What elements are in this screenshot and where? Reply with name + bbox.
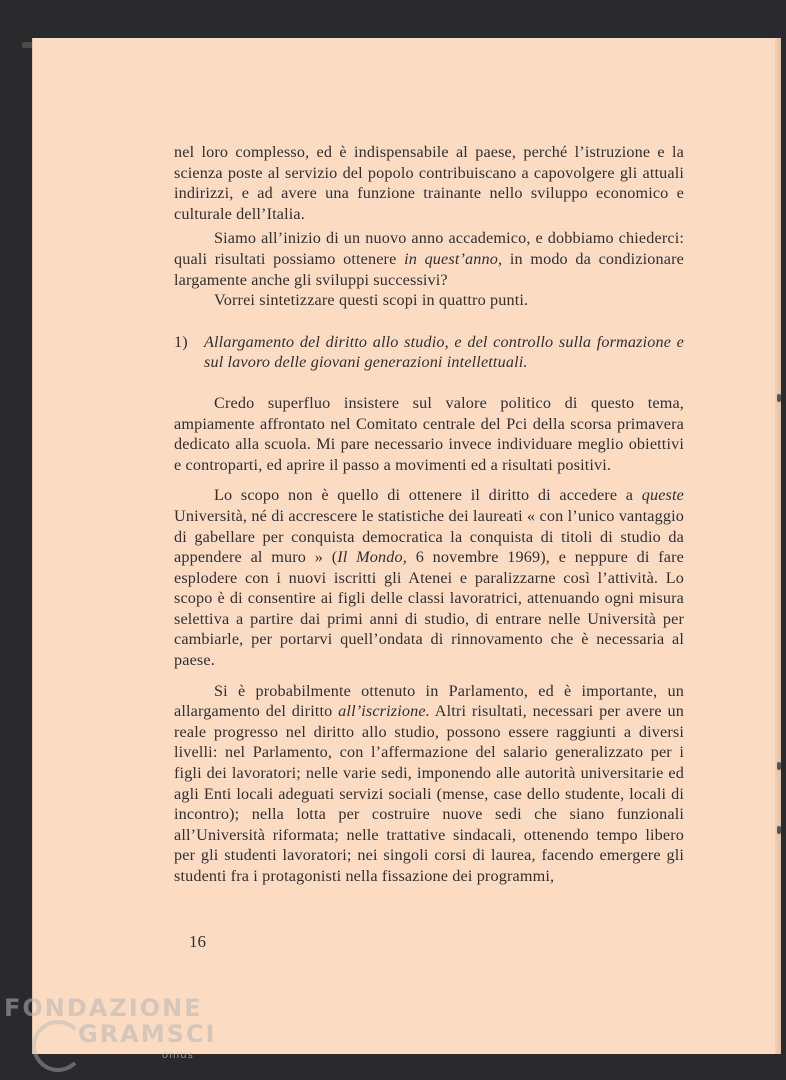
edge-mark (777, 762, 781, 770)
page-number: 16 (189, 932, 206, 951)
emphasis-text: queste (641, 486, 684, 505)
document-text (174, 142, 684, 887)
watermark-line2: GRAMSCI (78, 1020, 217, 1048)
section-title: Allargamento del diritto allo studio, e del controllo sulla formazione e sul lavoro delle giovani generazioni intellettuali. (204, 332, 684, 372)
text-span: Siamo all’inizio di un nuovo anno accademico, e dobbiamo chiederci: quali risultati possiamo ottenere (174, 229, 684, 268)
watermark-logo (0, 990, 220, 1070)
text-span: in modo da condizionare largamente anche gli sviluppi successivi? (174, 249, 684, 289)
emphasis-text: Il Mondo, (337, 548, 407, 567)
paragraph-question (174, 228, 684, 290)
body-paragraph-1: Credo superfluo insistere sul valore politico di questo tema, ampiamente affrontato nel Comitato centrale del Pci della scorsa primavera dedicato alla scuola. Mi pare necessario invece individuare meglio obiettivi e controparti, ed aprire il passo a movimenti ed a risultati positivi. (174, 393, 684, 474)
text-span: Si è probabilmente ottenuto in Parlamento, ed è importante, un allargamento del diritto (174, 681, 684, 721)
body-paragraph-2 (174, 485, 684, 670)
edge-mark (777, 826, 781, 834)
edge-mark (777, 394, 781, 402)
watermark-line1: FONDAZIONE (4, 994, 203, 1022)
paragraph-continuation: nel loro complesso, ed è indispensabile al paese, perché l’istruzione e la scienza poste al servizio del popolo contribuiscano a capovolgere gli attuali indirizzi, e ad avere una funzione trainante nello sviluppo economico e culturale dell’Italia. (174, 143, 684, 223)
text-span: Altri risultati, necessari per avere un reale progresso nel diritto allo studio, possono essere raggiunti a diversi livelli: nel Parlamento, con l’affermazione del salario generalizzato per i figli dei lavoratori; nelle varie sedi, imponendo alle autorità universitarie ed agli Enti locali adeguati servizi sociali (mense, case dello studente, locali di incontro); nella lotta per costruire nuove sedi che siano funzionali all’Università riformata; nelle trattative sindacali, ottenendo tempo libero per gli studenti lavoratori; nei singoli corsi di laurea, facendo emergere gli studenti fra i protagonisti nella fissazione dei programmi, (174, 702, 685, 885)
text-span: 6 novembre 1969), e neppure di fare esplodere con i nuovi iscritti gli Atenei e paralizzarne così l’attività. Lo scopo è di consentire ai figli delle classi lavoratrici, attenuando ogni misura selettiva a partire dai primi anni di studio, di entrare nelle Università per cambiarle, per portarvi quell’ondata di rinnovamento che è necessaria al paese. (174, 548, 684, 670)
text-span: Università, né di accrescere le statistiche dei laureati « con l’unico vantaggio di gabellare per conquista democratica la conquista di titoli di studio da appendere al muro » ( (174, 506, 684, 567)
watermark-ring-icon (32, 1020, 84, 1072)
paragraph-points: Vorrei sintetizzare questi scopi in quattro punti. (214, 291, 529, 310)
binding-mark (22, 42, 32, 48)
emphasis-text: in quest’anno, (404, 249, 503, 268)
section-heading (174, 332, 684, 373)
emphasis-text: all’iscrizione. (338, 702, 430, 721)
page-edge (775, 38, 781, 1054)
text-span: Lo scopo non è quello di ottenere il diritto di accedere a (214, 486, 634, 505)
watermark-line3: onlus (162, 1050, 194, 1061)
body-paragraph-3 (174, 681, 684, 887)
section-number: 1) (174, 332, 188, 351)
